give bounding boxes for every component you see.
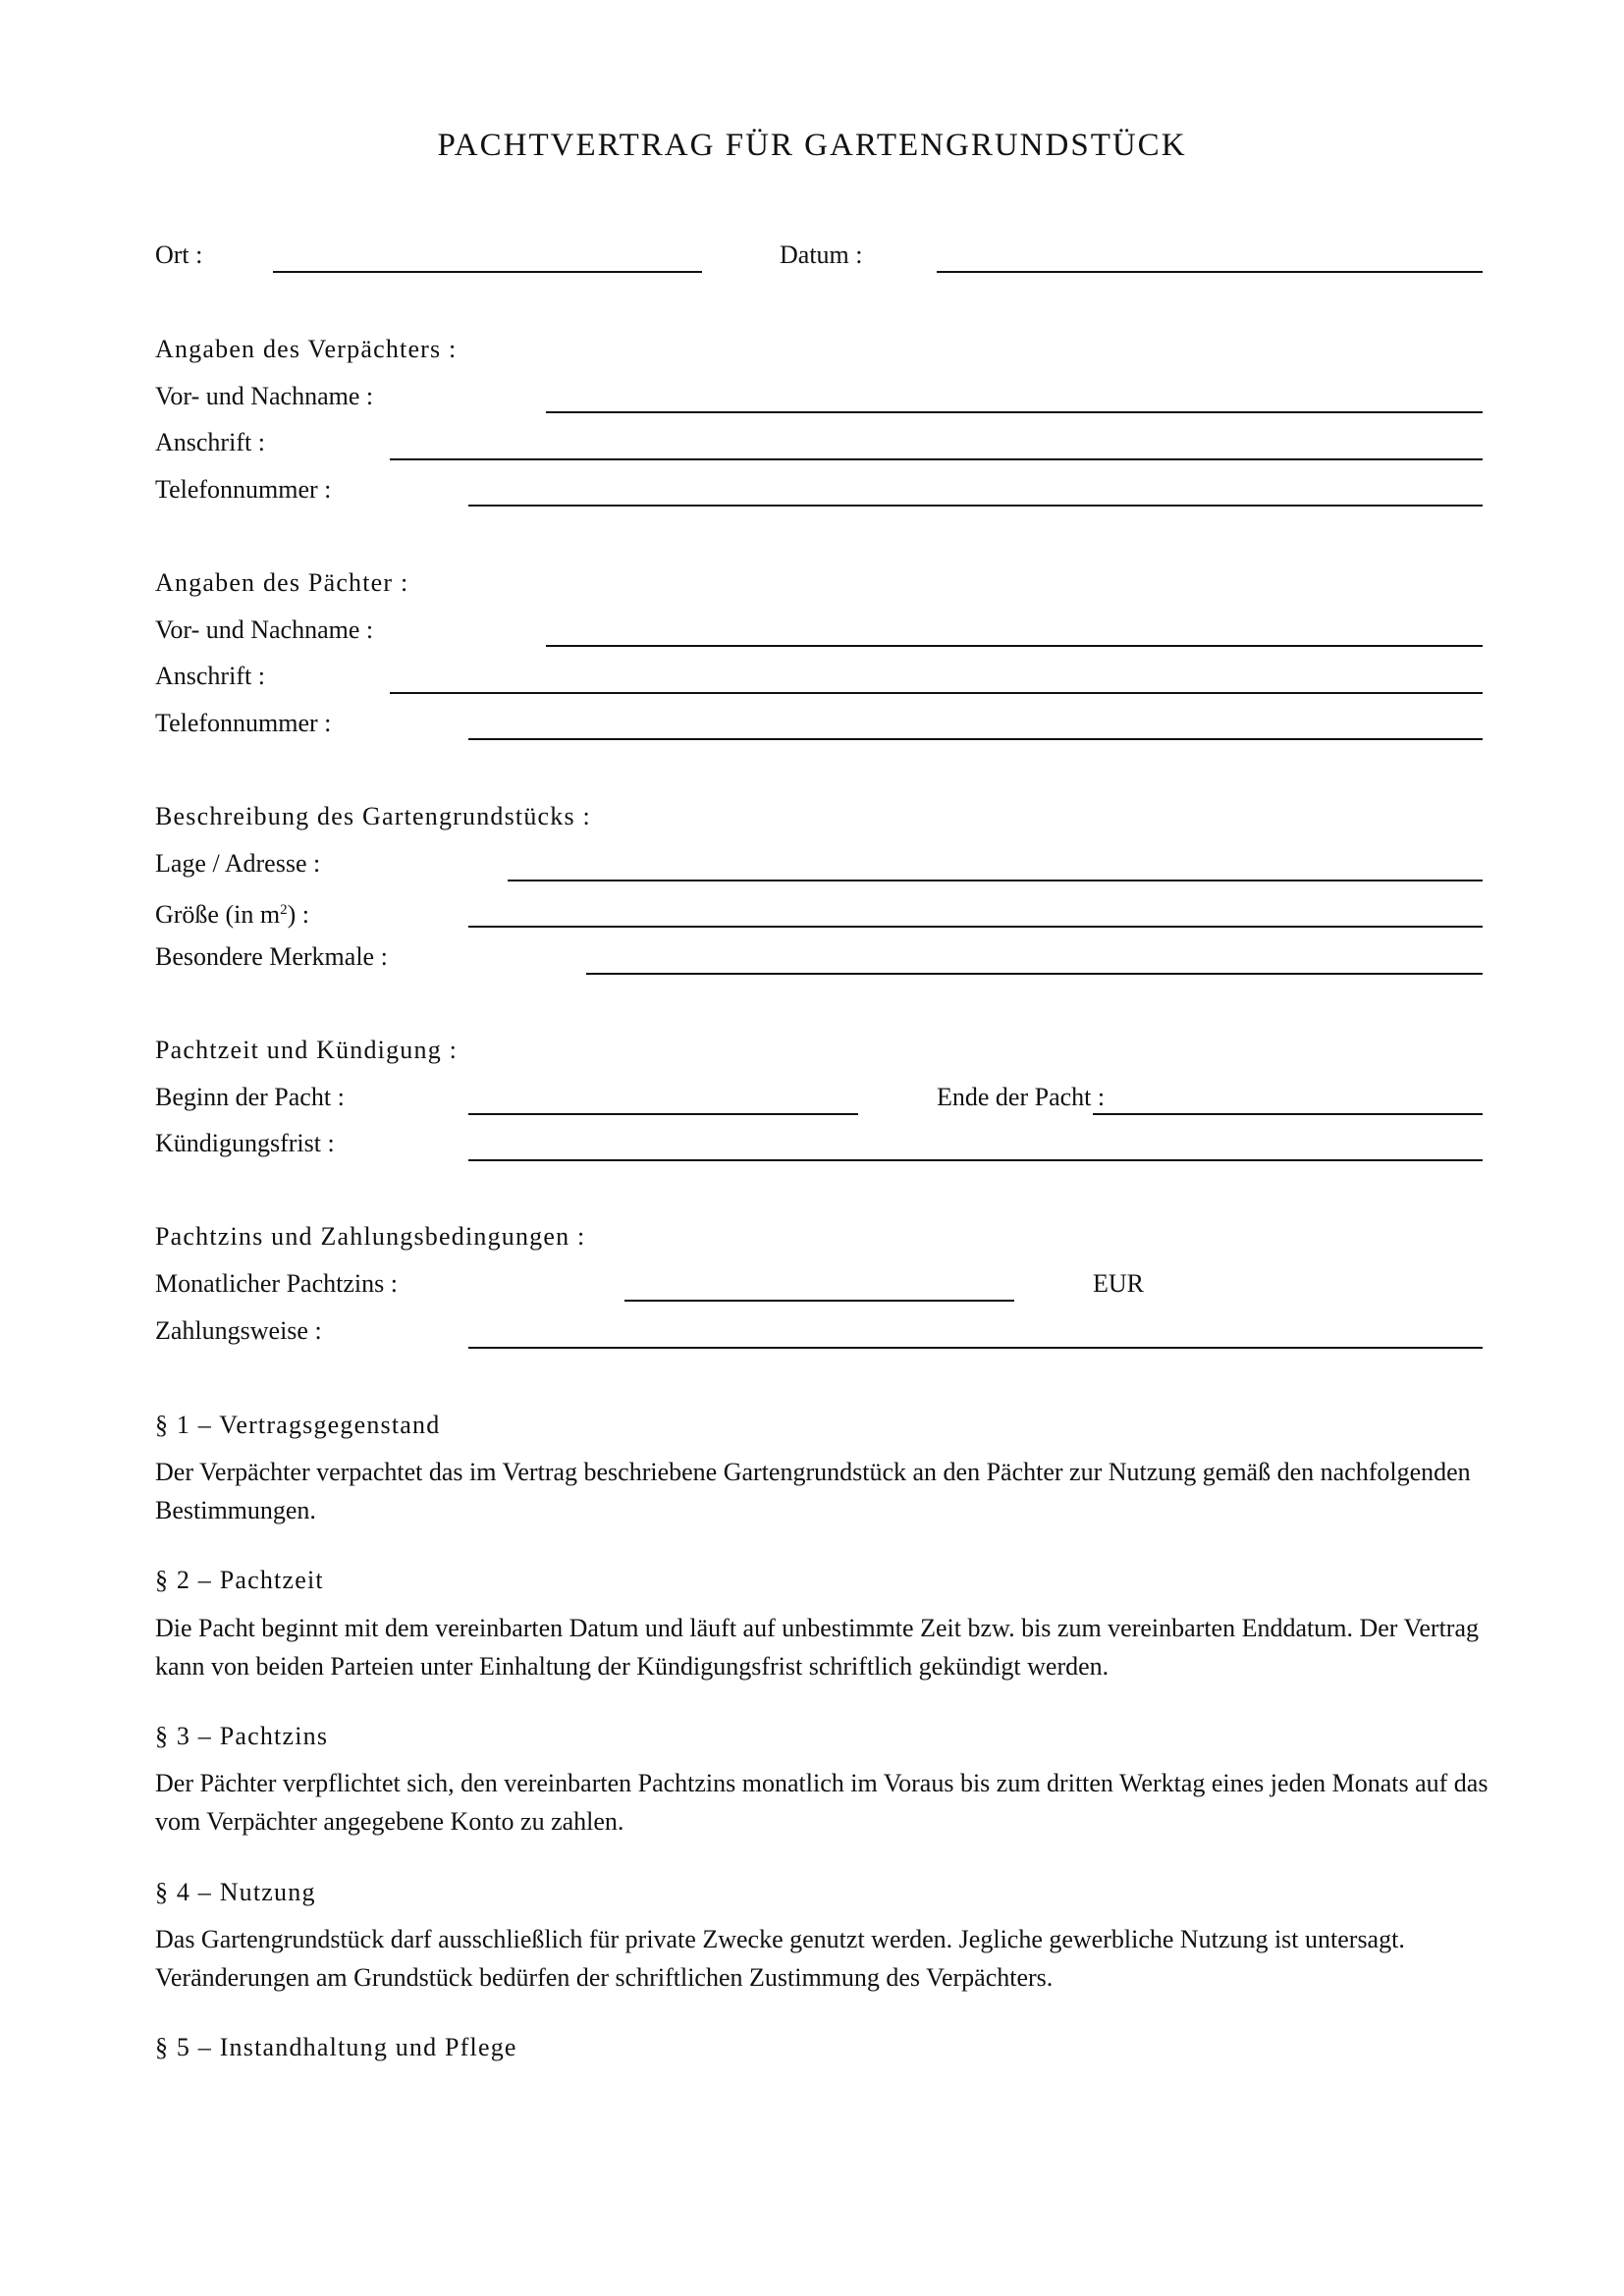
paechter-address-field[interactable] [390, 692, 1483, 694]
currency-label: EUR [1093, 1269, 1144, 1298]
paechter-name-label: Vor- und Nachname : [155, 615, 374, 644]
paechter-address-label: Anschrift : [155, 662, 265, 690]
notice-label: Kündigungsfrist : [155, 1129, 335, 1157]
datum-field[interactable] [937, 271, 1483, 273]
datum-label: Datum : [780, 240, 863, 269]
size-field[interactable] [468, 926, 1483, 928]
monthly-rent-label: Monatlicher Pachtzins : [155, 1269, 398, 1298]
end-label: Ende der Pacht : [937, 1083, 1106, 1111]
section-1-text: Der Verpächter verpachtet das im Vertrag beschriebene Gartengrundstück an den Pächter zur Nutzung gemäß den nachfolgenden Bestimmungen. [155, 1458, 1471, 1524]
section-1-heading: § 1 – Vertragsgegenstand [155, 1411, 441, 1439]
payment-field[interactable] [468, 1347, 1483, 1349]
section-3-heading: § 3 – Pachtzins [155, 1722, 329, 1750]
size-label: Größe (in $m^2$) : [155, 900, 309, 929]
verpaechter-name-label: Vor- und Nachname : [155, 382, 374, 410]
section-2-heading: § 2 – Pachtzeit [155, 1566, 324, 1594]
paechter-phone-field[interactable] [468, 738, 1483, 740]
end-field[interactable] [1093, 1113, 1483, 1115]
section-2-text: Die Pacht beginnt mit dem vereinbarten Datum und läuft auf unbestimmte Zeit bzw. bis zum vereinbarten Enddatum. Der Vertrag kann von beiden Parteien unter Einhaltung der Kündigungsfrist schriftlich gekündigt werden. [155, 1614, 1479, 1681]
section-5-heading: § 5 – Instandhaltung und Pflege [155, 2033, 517, 2061]
ort-label: Ort : [155, 240, 203, 269]
payment-label: Zahlungsweise : [155, 1316, 322, 1345]
features-label: Besondere Merkmale : [155, 942, 388, 971]
grundstueck-heading: Beschreibung des Gartengrundstücks : [155, 802, 591, 830]
verpaechter-address-label: Anschrift : [155, 428, 265, 456]
verpaechter-address-field[interactable] [390, 458, 1483, 460]
paechter-phone-label: Telefonnummer : [155, 709, 332, 737]
start-field[interactable] [468, 1113, 858, 1115]
verpaechter-name-field[interactable] [546, 411, 1483, 413]
paechter-heading: Angaben des Pächter : [155, 568, 409, 597]
monthly-rent-field[interactable] [624, 1300, 1014, 1302]
verpaechter-phone-field[interactable] [468, 505, 1483, 507]
start-label: Beginn der Pacht : [155, 1083, 345, 1111]
location-label: Lage / Adresse : [155, 849, 321, 878]
section-4-text: Das Gartengrundstück darf ausschließlich für private Zwecke genutzt werden. Jegliche gewerbliche Nutzung ist untersagt. Veränderungen am Grundstück bedürfen der schriftlichen Zustimmung des Verpächters. [155, 1925, 1405, 1992]
document-title: PACHTVERTRAG FÜR GARTENGRUNDSTÜCK [437, 128, 1187, 163]
pachtzeit-heading: Pachtzeit und Kündigung : [155, 1036, 459, 1064]
verpaechter-phone-label: Telefonnummer : [155, 475, 332, 504]
features-field[interactable] [586, 973, 1483, 975]
section-3-text: Der Pächter verpflichtet sich, den vereinbarten Pachtzins monatlich im Voraus bis zum dritten Werktag eines jeden Monats auf das vom Verpächter angegebene Konto zu zahlen. [155, 1769, 1489, 1836]
ort-field[interactable] [273, 271, 702, 273]
section-4-heading: § 4 – Nutzung [155, 1878, 316, 1906]
paechter-name-field[interactable] [546, 645, 1483, 647]
notice-field[interactable] [468, 1159, 1483, 1161]
location-field[interactable] [508, 880, 1483, 881]
verpaechter-heading: Angaben des Verpächters : [155, 335, 458, 363]
pachtzins-heading: Pachtzins und Zahlungsbedingungen : [155, 1222, 586, 1251]
